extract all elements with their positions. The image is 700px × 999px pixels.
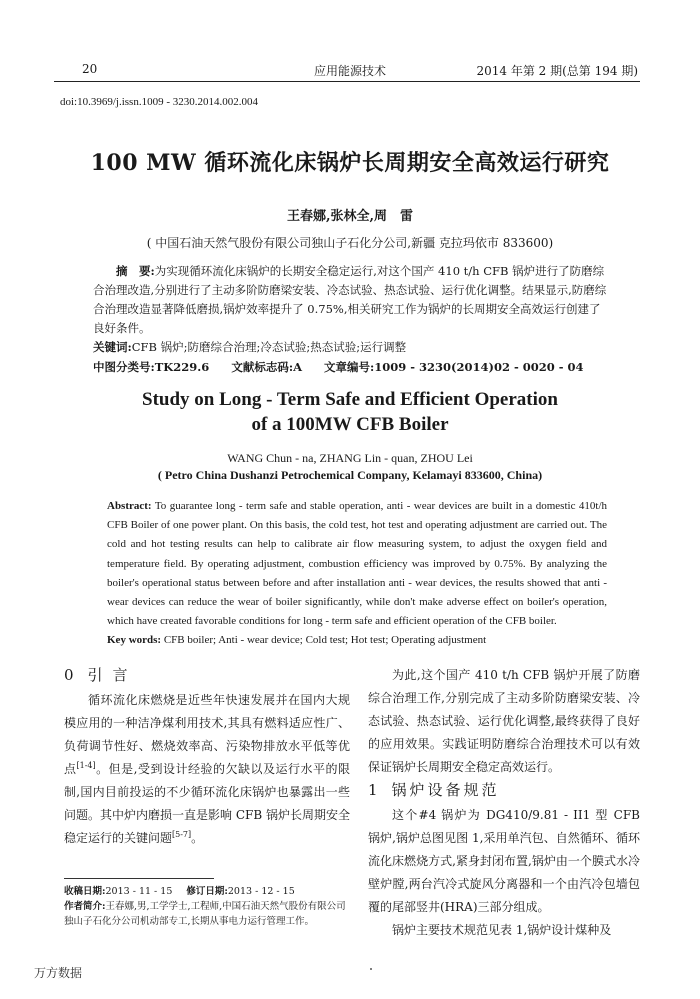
doi: doi:10.3969/j.issn.1009 - 3230.2014.002.004 — [60, 96, 259, 108]
classification-line — [93, 358, 607, 377]
keywords-cn-label: 关键词: — [93, 340, 132, 354]
issue-info: 2014 年第 2 期(总第 194 期) — [476, 64, 638, 78]
watermark: 万方数据 — [34, 966, 83, 980]
right-column — [368, 664, 640, 942]
authors-en: WANG Chun - na, ZHANG Lin - quan, ZHOU Lei — [227, 451, 473, 465]
revised-label: 修订日期: — [186, 886, 228, 897]
right-paragraph-1: 为此,这个国产 410 t/h CFB 锅炉开展了防磨综合治理工作,分别完成了主动多阶防磨梁安装、冷态试验、热态试验、运行优化调整,最终获得了良好的应用效果。实践证明防磨综合治理技术可以有效保证锅炉长周期安全稳定高效运行。 — [368, 668, 640, 774]
intro-text-a: 循环流化床燃烧是近些年快速发展并在国内大规模应用的一种洁净煤利用技术,其具有燃料适应性广、负荷调节性好、燃烧效率高、污染物排放水平低等优点 — [64, 693, 350, 776]
author-bio-label: 作者简介: — [64, 901, 106, 912]
right-paragraph-3: 锅炉主要技术规范见表 1,锅炉设计煤种及 — [392, 923, 612, 937]
keywords-cn — [93, 338, 607, 357]
intro-text-c: 。 — [191, 831, 204, 845]
revised-date: 2013 - 12 - 15 — [227, 886, 295, 897]
page-number: 20 — [82, 62, 98, 76]
section-1-title: 锅炉设备规范 — [391, 781, 500, 799]
keywords-cn-text: CFB 锅炉;防磨综合治理;冷态试验;热态试验;运行调整 — [131, 340, 407, 354]
article-no-label: 文章编号: — [324, 360, 375, 374]
title-cn: 100 MW 循环流化床锅炉长周期安全高效运行研究 — [90, 150, 610, 176]
doc-code-label: 文献标志码: — [231, 360, 294, 374]
citation-1-4: [1-4] — [76, 761, 96, 770]
journal-name: 应用能源技术 — [313, 64, 386, 78]
intro-text-b: 。但是,受到设计经验的欠缺以及运行水平的限制,国内目前投运的不少循环流化床锅炉也暴露出一些问题。其中炉内磨损一直是影响 CFB 锅炉长周期安全稳定运行的关键问题 — [64, 762, 350, 845]
citation-5-7: [5-7] — [172, 830, 192, 839]
footnote — [64, 884, 350, 929]
abstract-en-text: To guarantee long - term safe and stable operation, anti - wear devices are built in a domestic 410t/h CFB Boiler of one power plant. On this basis, the cold test, hot test and operating adjustment are carried out. The cold and hot testing results can help to calibrate air flow measuring system, to adjust the oxygen field and temperature field. By operating adjustment, combustion efficiency was improved by 0.75%. By analyzing the boiler's operational status between before and after installation anti - wear devices, the results showed that anti - wear devices can reduce the wear of boiler significantly, while don't make adverse effect on boiler's operation, which have created favorable conditions for long - term safe and efficient operation of the CFB boiler. — [107, 500, 607, 628]
keywords-en — [107, 634, 607, 646]
received-label: 收稿日期: — [64, 886, 106, 897]
affiliation-en: ( Petro China Dushanzi Petrochemical Company, Kelamayi 833600, China) — [157, 468, 543, 482]
abstract-cn-label: 摘 要: — [116, 264, 155, 278]
intro-paragraph — [64, 689, 350, 850]
footnote-dates — [64, 884, 350, 899]
authors-cn: 王春娜,张林全,周 雷 — [286, 209, 414, 224]
keywords-en-label: Key words: — [107, 634, 162, 646]
header-rule — [54, 81, 640, 82]
title-en — [0, 387, 700, 437]
section-0-heading — [64, 664, 350, 687]
section-0-title: 引言 — [87, 666, 138, 684]
author-bio-text: 王春娜,男,工学学士,工程师,中国石油天然气股份有限公司独山子石化分公司机动部专工,长期从事电力运行管理工作。 — [64, 901, 346, 927]
left-column — [64, 664, 350, 850]
right-paragraph-2: 这个#4 锅炉为 DG410/9.81 - II1 型 CFB 锅炉,锅炉总图见图 1,采用单汽包、自然循环、循环流化床燃烧方式,紧身封闭布置,锅炉由一个膜式水冷壁炉膛,两台汽冷式旋风分离器和一个由汽冷包墙包覆的尾部竖井(HRA)三部分组成。 — [368, 808, 640, 914]
article-no-value: 1009 - 3230(2014)02 - 0020 - 04 — [374, 360, 584, 374]
section-0-number: 0 — [64, 666, 74, 684]
clc-value: TK229.6 — [154, 360, 210, 374]
abstract-en — [107, 497, 607, 631]
clc-label: 中图分类号: — [93, 360, 155, 374]
affiliation-cn: ( 中国石油天然气股份有限公司独山子石化分公司,新疆 克拉玛依市 833600) — [146, 236, 554, 250]
keywords-en-text: CFB boiler; Anti - wear device; Cold test; Hot test; Operating adjustment — [161, 634, 487, 646]
footnote-author — [64, 899, 350, 929]
doc-code-value: A — [293, 360, 303, 374]
title-en-line1: Study on Long - Term Safe and Efficient Operation — [142, 389, 558, 410]
stray-dot — [370, 968, 372, 970]
title-en-line2: of a 100MW CFB Boiler — [251, 414, 449, 435]
abstract-cn-text: 为实现循环流化床锅炉的长期安全稳定运行,对这个国产 410 t/h CFB 锅炉进行了防磨综合治理改造,分别进行了主动多阶防磨梁安装、冷态试验、热态试验、运行优化调整。结果显示,防磨综合治理改造显著降低磨损,锅炉效率提升了 0.75%,相关研究工作为锅炉的长周期安全高效运行创建了良好条件。 — [93, 264, 607, 335]
section-1-heading — [368, 779, 640, 802]
section-1-number: 1 — [368, 781, 378, 799]
abstract-en-label: Abstract: — [107, 500, 152, 512]
abstract-cn — [93, 262, 607, 338]
received-date: 2013 - 11 - 15 — [105, 886, 173, 897]
footnote-rule — [64, 878, 214, 879]
